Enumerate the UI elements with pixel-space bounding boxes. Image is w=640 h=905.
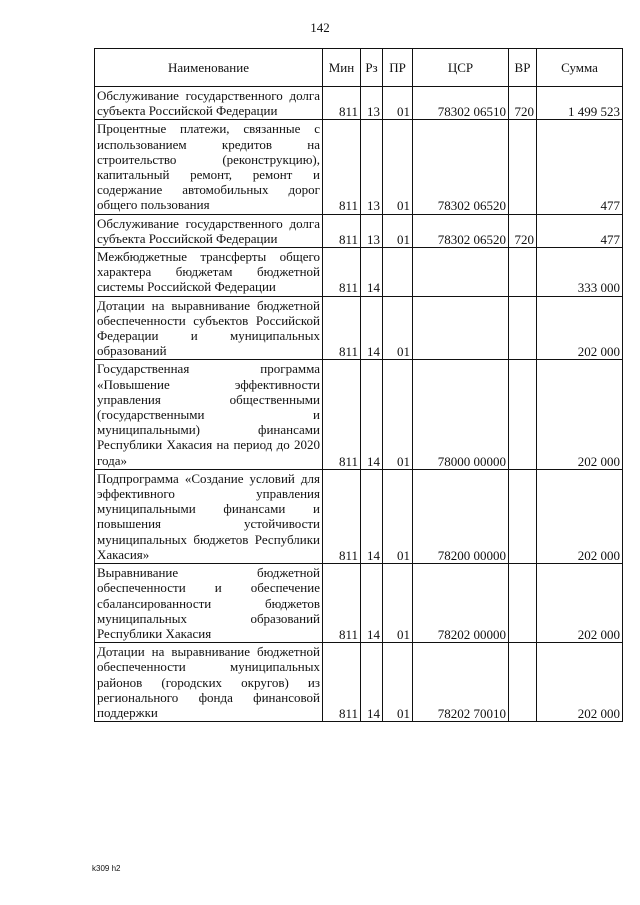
- row-csr: 78202 70010: [413, 643, 509, 722]
- row-sum: 202 000: [537, 360, 623, 469]
- table-row: [95, 248, 623, 297]
- row-name: Обслуживание государственного долга субъекта Российской Федерации: [95, 87, 323, 120]
- row-min: 811: [323, 469, 361, 563]
- column-header-rz: Рз: [361, 49, 383, 87]
- row-sum: 477: [537, 214, 623, 247]
- row-pr: [383, 248, 413, 297]
- row-min: 811: [323, 360, 361, 469]
- row-name: Подпрограмма «Создание условий для эффективного управления муниципальными финансами и повышения устойчивости муниципальных бюджетов Республики Хакасия»: [95, 469, 323, 563]
- row-csr: 78302 06520: [413, 120, 509, 214]
- row-csr: [413, 296, 509, 360]
- row-rz: 13: [361, 87, 383, 120]
- row-min: 811: [323, 296, 361, 360]
- row-sum: 477: [537, 120, 623, 214]
- row-csr: 78000 00000: [413, 360, 509, 469]
- row-csr: 78302 06520: [413, 214, 509, 247]
- table-row: [95, 643, 623, 722]
- table-row: [95, 564, 623, 643]
- row-min: 811: [323, 87, 361, 120]
- row-name: Обслуживание государственного долга субъекта Российской Федерации: [95, 214, 323, 247]
- row-name: Государственная программа «Повышение эффективности управления общественными (государственными и муниципальными) финансами Республики Хакасия на период до 2020 года»: [95, 360, 323, 469]
- row-vr: [509, 120, 537, 214]
- table-row: [95, 469, 623, 563]
- row-vr: 720: [509, 214, 537, 247]
- row-pr: 01: [383, 469, 413, 563]
- row-sum: 333 000: [537, 248, 623, 297]
- row-min: 811: [323, 120, 361, 214]
- table-header-row: [95, 49, 623, 87]
- row-name: Выравнивание бюджетной обеспеченности и обеспечение сбалансированности бюджетов муниципальных образований Республики Хакасия: [95, 564, 323, 643]
- table-row: [95, 360, 623, 469]
- row-min: 811: [323, 248, 361, 297]
- row-name: Дотации на выравнивание бюджетной обеспеченности муниципальных районов (городских округов) из регионального фонда финансовой поддержки: [95, 643, 323, 722]
- row-name: Процентные платежи, связанные с использованием кредитов на строительство (реконструкцию), капитальный ремонт, ремонт и содержание автомобильных дорог общего пользования: [95, 120, 323, 214]
- row-sum: 202 000: [537, 469, 623, 563]
- column-header-vr: ВР: [509, 49, 537, 87]
- row-pr: 01: [383, 643, 413, 722]
- row-csr: 78302 06510: [413, 87, 509, 120]
- row-vr: [509, 296, 537, 360]
- table-row: [95, 296, 623, 360]
- row-rz: 13: [361, 120, 383, 214]
- row-vr: [509, 564, 537, 643]
- column-header-min: Мин: [323, 49, 361, 87]
- row-rz: 14: [361, 564, 383, 643]
- row-sum: 202 000: [537, 564, 623, 643]
- row-pr: 01: [383, 296, 413, 360]
- row-vr: 720: [509, 87, 537, 120]
- row-name: Межбюджетные трансферты общего характера бюджетам бюджетной системы Российской Федерации: [95, 248, 323, 297]
- column-header-name: Наименование: [95, 49, 323, 87]
- row-pr: 01: [383, 564, 413, 643]
- row-vr: [509, 248, 537, 297]
- row-min: 811: [323, 643, 361, 722]
- row-csr: 78202 00000: [413, 564, 509, 643]
- row-rz: 14: [361, 248, 383, 297]
- row-min: 811: [323, 564, 361, 643]
- row-pr: 01: [383, 120, 413, 214]
- row-rz: 14: [361, 360, 383, 469]
- row-vr: [509, 360, 537, 469]
- row-sum: 1 499 523: [537, 87, 623, 120]
- row-rz: 13: [361, 214, 383, 247]
- row-name: Дотации на выравнивание бюджетной обеспеченности субъектов Российской Федерации и муниципальных образований: [95, 296, 323, 360]
- column-header-pr: ПР: [383, 49, 413, 87]
- row-csr: 78200 00000: [413, 469, 509, 563]
- table-row: [95, 120, 623, 214]
- column-header-sum: Сумма: [537, 49, 623, 87]
- row-rz: 14: [361, 643, 383, 722]
- row-vr: [509, 643, 537, 722]
- row-pr: 01: [383, 87, 413, 120]
- row-rz: 14: [361, 469, 383, 563]
- row-rz: 14: [361, 296, 383, 360]
- row-min: 811: [323, 214, 361, 247]
- budget-table: [94, 48, 623, 722]
- row-pr: 01: [383, 214, 413, 247]
- row-sum: 202 000: [537, 643, 623, 722]
- page-number: 142: [310, 20, 330, 35]
- table-row: [95, 87, 623, 120]
- table-row: [95, 214, 623, 247]
- row-pr: 01: [383, 360, 413, 469]
- row-csr: [413, 248, 509, 297]
- row-vr: [509, 469, 537, 563]
- footer-code: k309 h2: [92, 864, 121, 873]
- row-sum: 202 000: [537, 296, 623, 360]
- column-header-csr: ЦСР: [413, 49, 509, 87]
